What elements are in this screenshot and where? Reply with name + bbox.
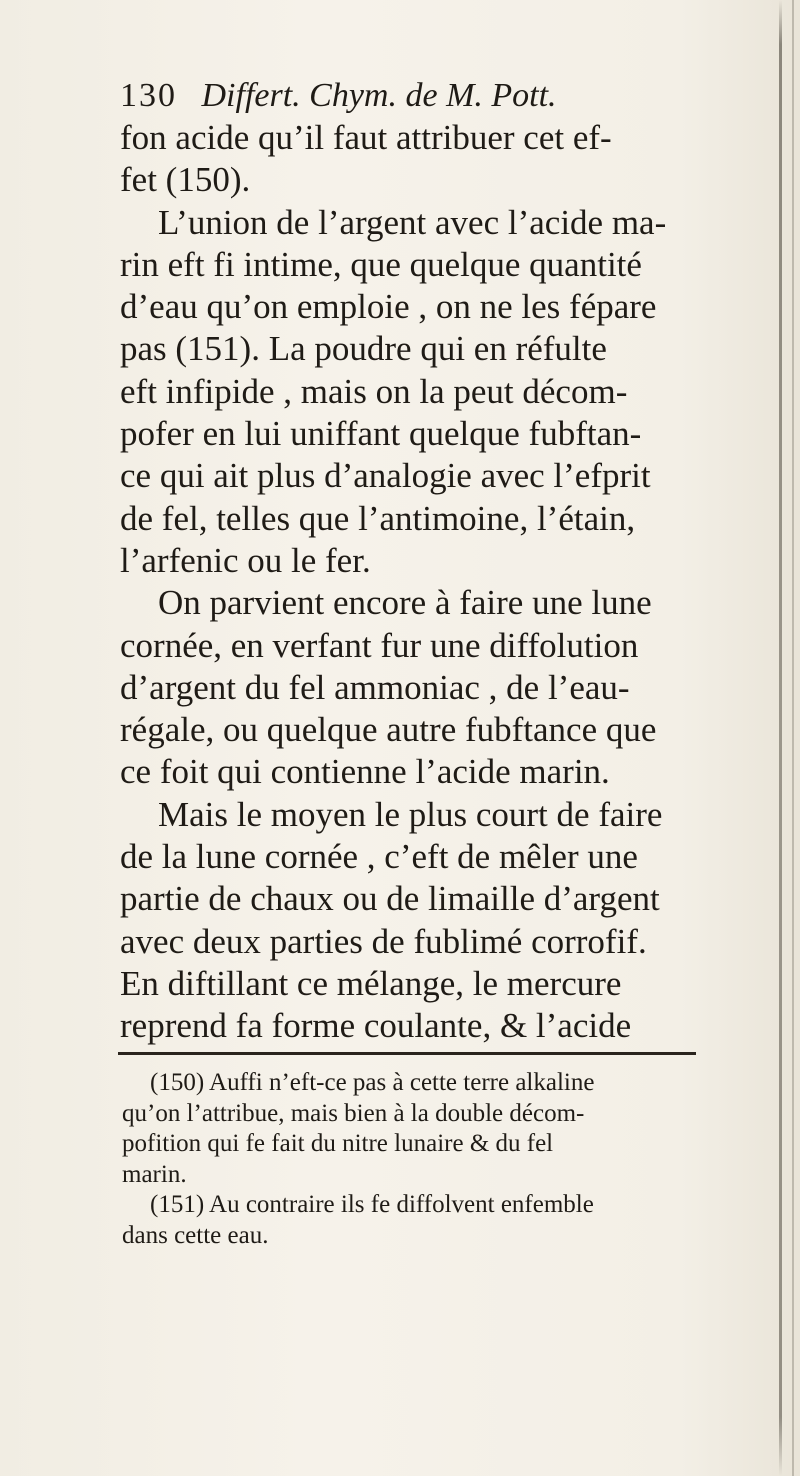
text-line: d’eau qu’on emploie , on ne les fépare: [120, 287, 657, 327]
text-line: On parvient encore à faire une lune: [158, 583, 652, 623]
text-line: Mais le moyen le plus court de faire: [158, 794, 663, 834]
text-line: eft infipide , mais on la peut décom-: [120, 371, 628, 411]
text-line: de fel, telles que l’antimoine, l’étain,: [120, 498, 636, 538]
main-text: [120, 117, 720, 1048]
text-line: fon acide qu’il faut attribuer cet ef-: [120, 118, 612, 157]
text-line: de la lune cornée , c’eft de mêler une: [120, 837, 638, 877]
text-line: L’union de l’argent avec l’acide ma-: [158, 202, 667, 242]
text-line: régale, ou quelque autre fubftance que: [120, 710, 657, 750]
page-number: 130: [120, 77, 177, 114]
footnote-line: marin.: [122, 1160, 187, 1188]
footnote-line: dans cette eau.: [122, 1221, 269, 1249]
text-line: En diftillant ce mélange, le mercure: [120, 963, 622, 1003]
running-head: Differt. Chym. de M. Pott.: [201, 77, 557, 114]
page-edge-shadow: [779, 0, 782, 1476]
text-line: rin eft fi intime, que quelque quantité: [120, 244, 642, 284]
page-edge-line: [792, 0, 794, 1476]
footnote-line: qu’on l’attribue, mais bien à la double décom-: [122, 1099, 585, 1127]
page-header: [120, 76, 680, 116]
text-line: avec deux parties de fublimé corrofif.: [120, 921, 647, 961]
text-line: partie de chaux ou de limaille d’argent: [120, 879, 660, 919]
text-line: pas (151). La poudre qui en réfulte: [120, 329, 607, 369]
text-line: reprend fa forme coulante, & l’acide: [120, 1006, 632, 1046]
text-line: ce foit qui contienne l’acide marin.: [120, 752, 610, 792]
footnote-rule: [118, 1052, 696, 1055]
text-line: pofer en lui uniffant quelque fubftan-: [120, 414, 642, 454]
footnote-line: (150) Auffi n’eft-ce pas à cette terre alkaline: [150, 1069, 595, 1096]
text-line: ce qui ait plus d’analogie avec l’efprit: [120, 456, 651, 496]
footnote-line: (151) Au contraire ils fe diffolvent enfemble: [150, 1191, 594, 1218]
text-line: d’argent du fel ammoniac , de l’eau-: [120, 667, 630, 707]
text-line: l’arfenic ou le fer.: [120, 540, 371, 580]
footnotes: [122, 1068, 716, 1251]
text-line: cornée, en verfant fur une diffolution: [120, 625, 639, 665]
footnote-line: pofition qui fe fait du nitre lunaire & du fel: [122, 1130, 554, 1157]
text-line: fet (150).: [120, 160, 251, 200]
